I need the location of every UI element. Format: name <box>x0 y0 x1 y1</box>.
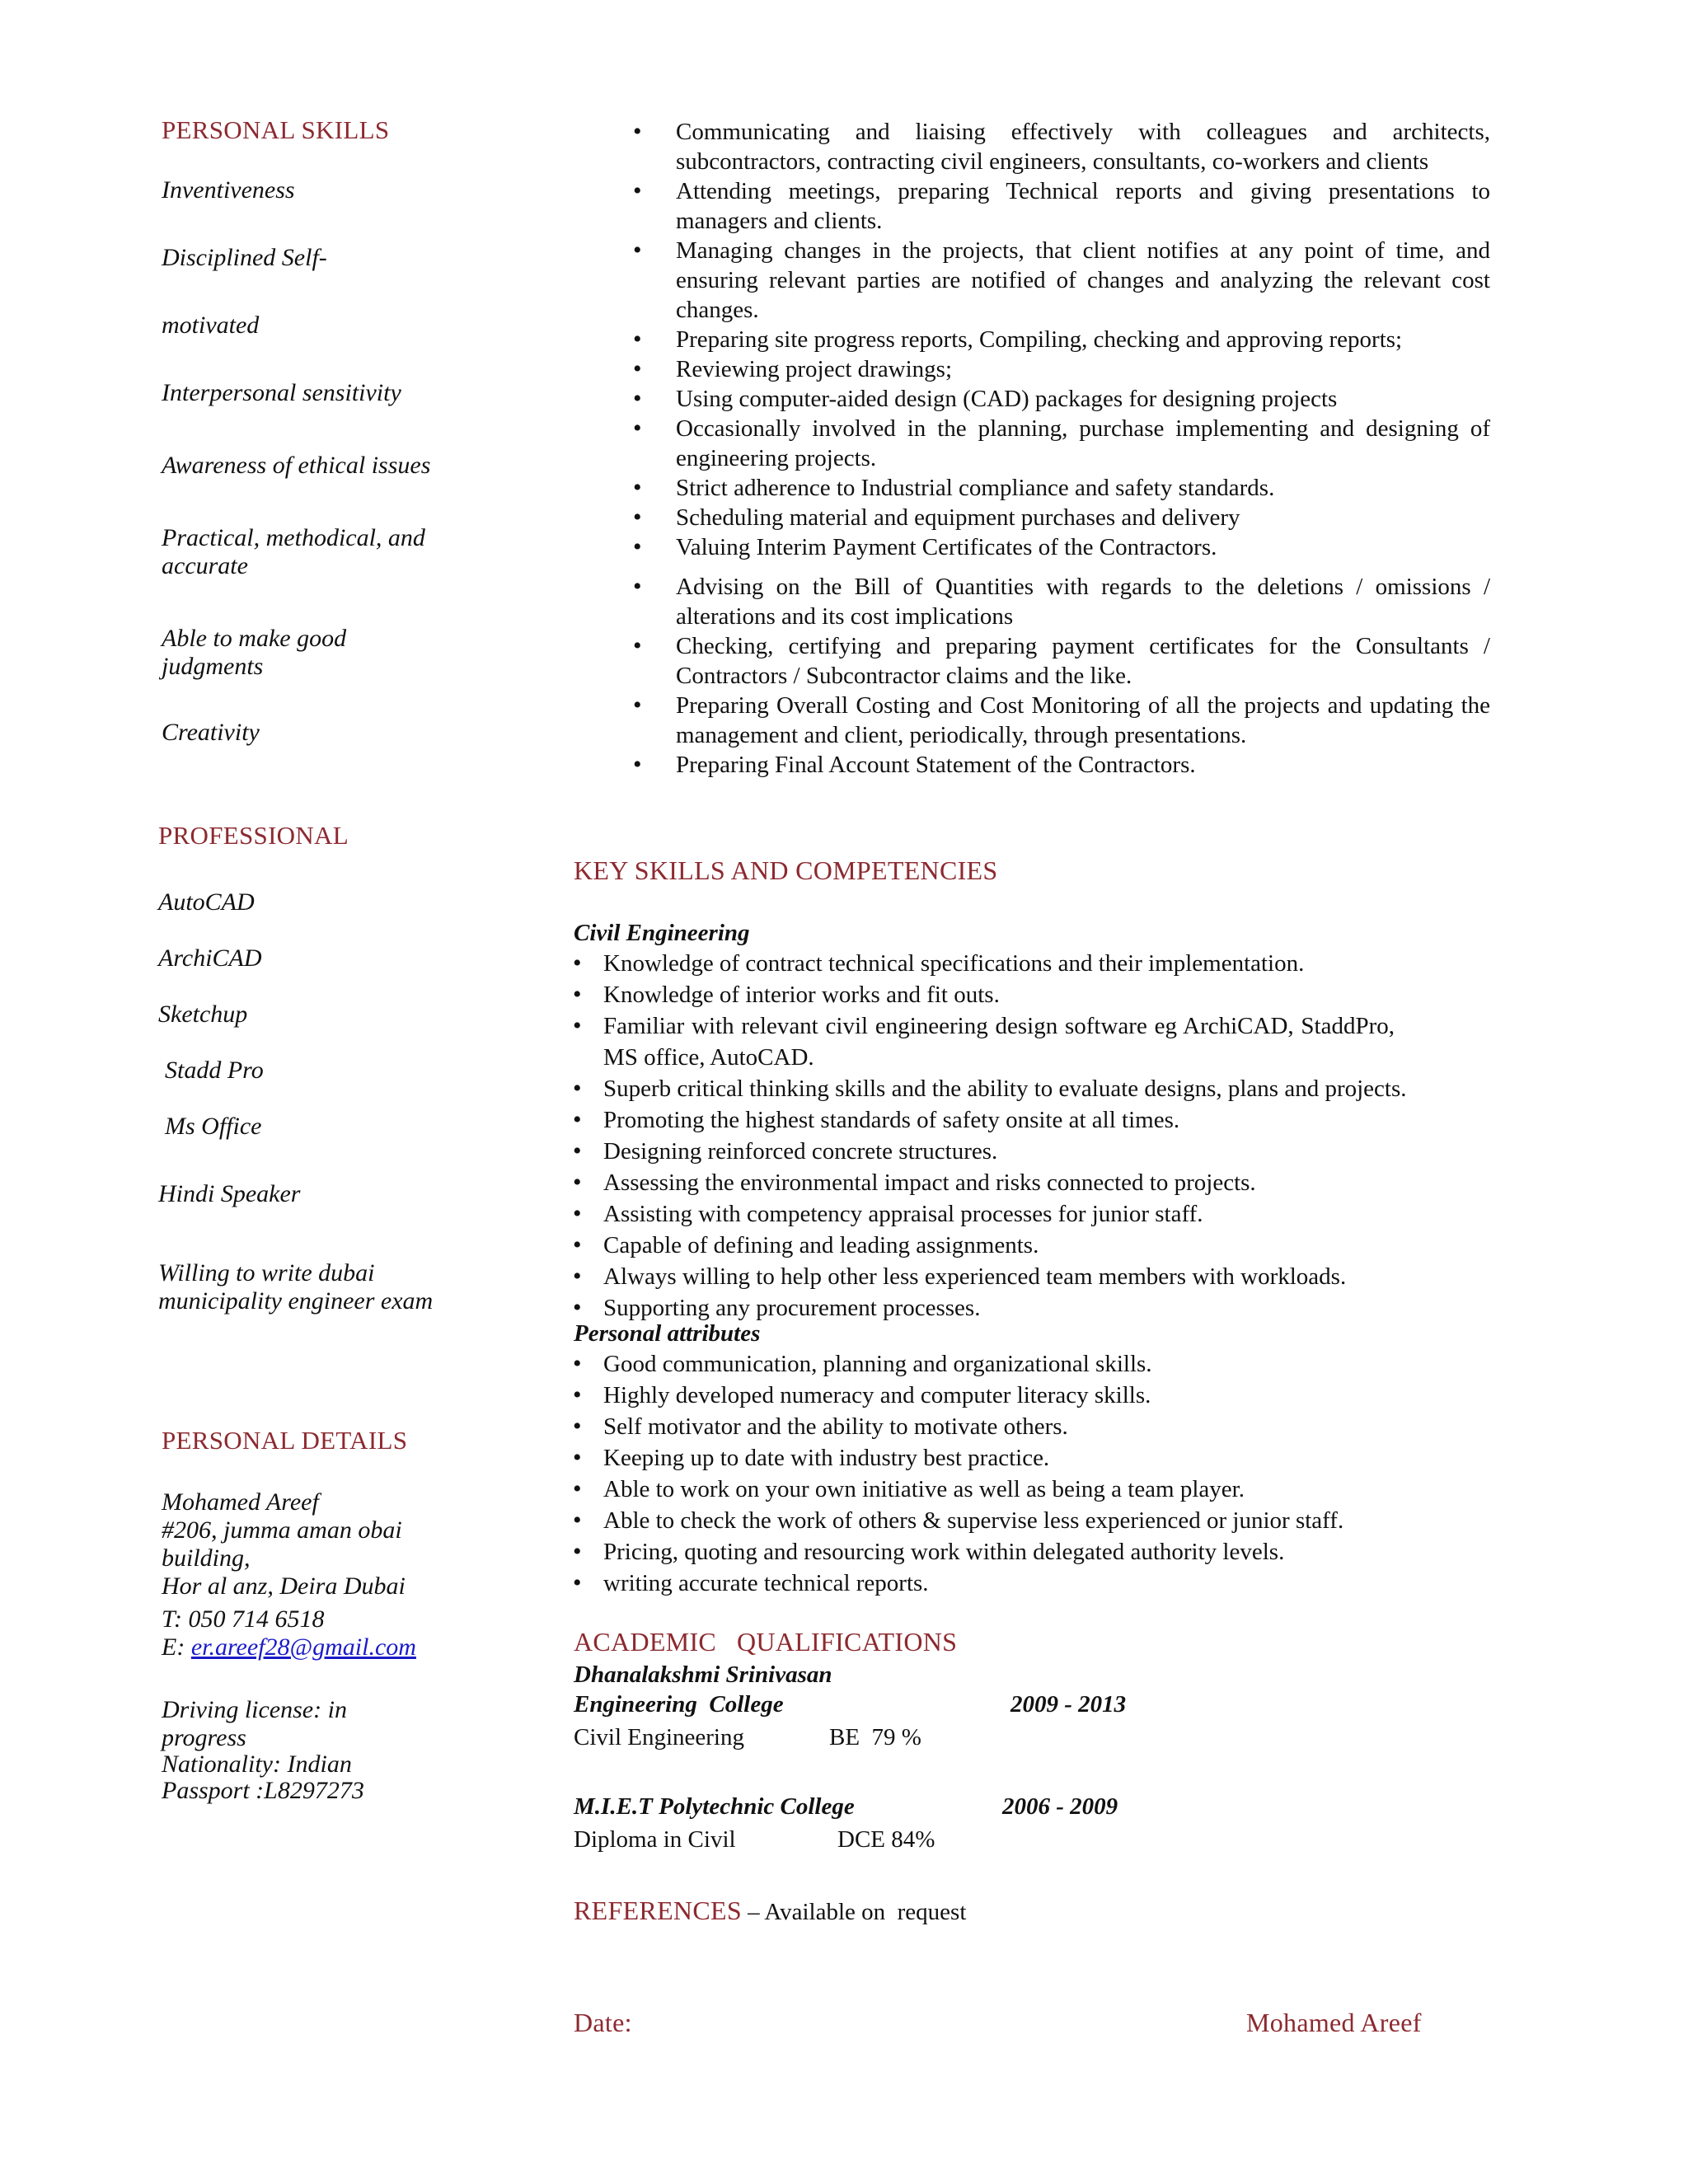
course-grade: DCE 84% <box>837 1826 935 1853</box>
list-item: • Good communication, planning and organizational skills. <box>603 1348 1477 1380</box>
driving-license: Driving license: in <box>162 1696 347 1723</box>
list-item: • Using computer-aided design (CAD) packages for designing projects <box>676 384 1490 414</box>
list-item: • Promoting the highest standards of safety onsite at all times. <box>603 1104 1477 1136</box>
skill-item: Interpersonal sensitivity <box>162 379 401 406</box>
professional-item: Willing to write dubai <box>158 1259 375 1286</box>
list-item: • Pricing, quoting and resourcing work within delegated authority levels. <box>603 1536 1477 1568</box>
professional-item: Sketchup <box>158 1001 248 1028</box>
institution-years: 2006 - 2009 <box>1002 1793 1118 1820</box>
skill-item: judgments <box>162 653 264 680</box>
skill-item: Practical, methodical, and <box>162 524 425 551</box>
list-item: • Able to check the work of others & supervise less experienced or junior staff. <box>603 1505 1477 1536</box>
list-item: • Attending meetings, preparing Technical reports and giving presentations to managers and clients. <box>676 176 1490 236</box>
email-line <box>162 1633 416 1661</box>
passport: Passport :L8297273 <box>162 1777 364 1804</box>
nationality: Nationality: Indian <box>162 1750 352 1778</box>
personal-attributes-list <box>603 1348 1477 1599</box>
professional-item: Hindi Speaker <box>158 1180 301 1207</box>
references-text: – Available on request <box>741 1899 967 1925</box>
list-item: • Designing reinforced concrete structures. <box>603 1136 1477 1167</box>
list-item: • Strict adherence to Industrial compliance and safety standards. <box>676 473 1490 503</box>
list-item: • Assessing the environmental impact and risks connected to projects. <box>603 1167 1477 1198</box>
skill-item: Inventiveness <box>162 176 295 204</box>
signature-name: Mohamed Areef <box>1246 2008 1422 2037</box>
skill-item: Able to make good <box>162 625 347 652</box>
course-name: Diploma in Civil <box>574 1826 736 1853</box>
list-item: • Occasionally involved in the planning, purchase implementing and designing of engineering projects. <box>676 414 1490 473</box>
references-heading: REFERENCES <box>574 1896 742 1925</box>
personal-attributes-subheading: Personal attributes <box>574 1320 761 1347</box>
professional-heading: PROFESSIONAL <box>158 821 349 850</box>
institution-name: Dhanalakshmi Srinivasan <box>574 1661 832 1688</box>
list-item: • Assisting with competency appraisal processes for junior staff. <box>603 1198 1477 1230</box>
list-item: • Able to work on your own initiative as well as being a team player. <box>603 1474 1477 1505</box>
list-item: • Self motivator and the ability to motivate others. <box>603 1411 1477 1442</box>
list-item: • Knowledge of interior works and fit outs. <box>603 979 1477 1010</box>
civil-engineering-subheading: Civil Engineering <box>574 920 750 946</box>
email-link[interactable]: er.areef28@gmail.com <box>190 1633 416 1661</box>
professional-item: municipality engineer exam <box>158 1287 434 1315</box>
institution-years: 2009 - 2013 <box>1010 1691 1127 1718</box>
skill-item: Disciplined Self- <box>162 244 327 271</box>
driving-license: progress <box>162 1724 246 1751</box>
list-item: • Superb critical thinking skills and the ability to evaluate designs, plans and projects. <box>603 1073 1477 1104</box>
skill-item: Creativity <box>162 719 260 746</box>
skill-item: accurate <box>162 552 248 579</box>
contact-name: Mohamed Areef <box>162 1488 319 1516</box>
academic-heading: ACADEMIC QUALIFICATIONS <box>574 1627 958 1657</box>
course-name: Civil Engineering <box>574 1724 744 1750</box>
list-item: • Preparing Overall Costing and Cost Monitoring of all the projects and updating the management and client, periodically, through presentations. <box>676 691 1490 750</box>
institution-name: Engineering College <box>574 1691 784 1718</box>
list-item: • Communicating and liaising effectively with colleagues and architects, subcontractors, contracting civil engineers, consultants, co-workers and clients <box>676 117 1490 176</box>
responsibilities-list <box>676 117 1490 780</box>
list-item: • Preparing Final Account Statement of the Contractors. <box>676 750 1490 780</box>
date-label: Date: <box>574 2008 632 2037</box>
list-item: • writing accurate technical reports. <box>603 1568 1477 1599</box>
list-item: • Highly developed numeracy and computer literacy skills. <box>603 1380 1477 1411</box>
list-item: • Keeping up to date with industry best practice. <box>603 1442 1477 1474</box>
list-item: • Knowledge of contract technical specifications and their implementation. <box>603 948 1477 979</box>
address-line: #206, jumma aman obai <box>162 1516 402 1544</box>
skill-item: motivated <box>162 312 260 339</box>
references-line <box>574 1896 966 1927</box>
personal-details-heading: PERSONAL DETAILS <box>162 1426 408 1455</box>
list-item: • Preparing site progress reports, Compiling, checking and approving reports; <box>676 325 1490 354</box>
list-item: • Always willing to help other less experienced team members with workloads. <box>603 1261 1477 1292</box>
key-skills-heading: KEY SKILLS AND COMPETENCIES <box>574 855 998 885</box>
personal-skills-heading: PERSONAL SKILLS <box>162 115 390 144</box>
professional-item: Ms Office <box>165 1113 262 1140</box>
professional-item: Stadd Pro <box>165 1057 264 1084</box>
list-item: • Advising on the Bill of Quantities with regards to the deletions / omissions / alterations and its cost implications <box>676 572 1490 631</box>
civil-skills-list <box>603 948 1477 1324</box>
skill-item: Awareness of ethical issues <box>162 452 431 479</box>
address-line: Hor al anz, Deira Dubai <box>162 1572 406 1600</box>
list-item: • Scheduling material and equipment purchases and delivery <box>676 503 1490 532</box>
list-item: • Familiar with relevant civil engineering design software eg ArchiCAD, StaddPro, MS office, AutoCAD. <box>603 1010 1395 1073</box>
professional-item: ArchiCAD <box>158 944 262 972</box>
professional-item: AutoCAD <box>158 888 255 916</box>
phone-number: T: 050 714 6518 <box>162 1605 325 1633</box>
list-item: • Reviewing project drawings; <box>676 354 1490 384</box>
list-item: • Checking, certifying and preparing payment certificates for the Consultants / Contractors / Subcontractor claims and the like. <box>676 631 1490 691</box>
email-prefix: E: <box>162 1633 191 1661</box>
address-line: building, <box>162 1544 251 1572</box>
list-item: • Valuing Interim Payment Certificates of the Contractors. <box>676 532 1490 562</box>
list-item: • Supporting any procurement processes. <box>603 1292 1477 1324</box>
course-grade: BE 79 % <box>829 1724 921 1750</box>
institution-name: M.I.E.T Polytechnic College <box>574 1793 855 1820</box>
list-item: • Capable of defining and leading assignments. <box>603 1230 1477 1261</box>
list-item: • Managing changes in the projects, that client notifies at any point of time, and ensuring relevant parties are notified of changes and analyzing the relevant cost changes. <box>676 236 1490 325</box>
